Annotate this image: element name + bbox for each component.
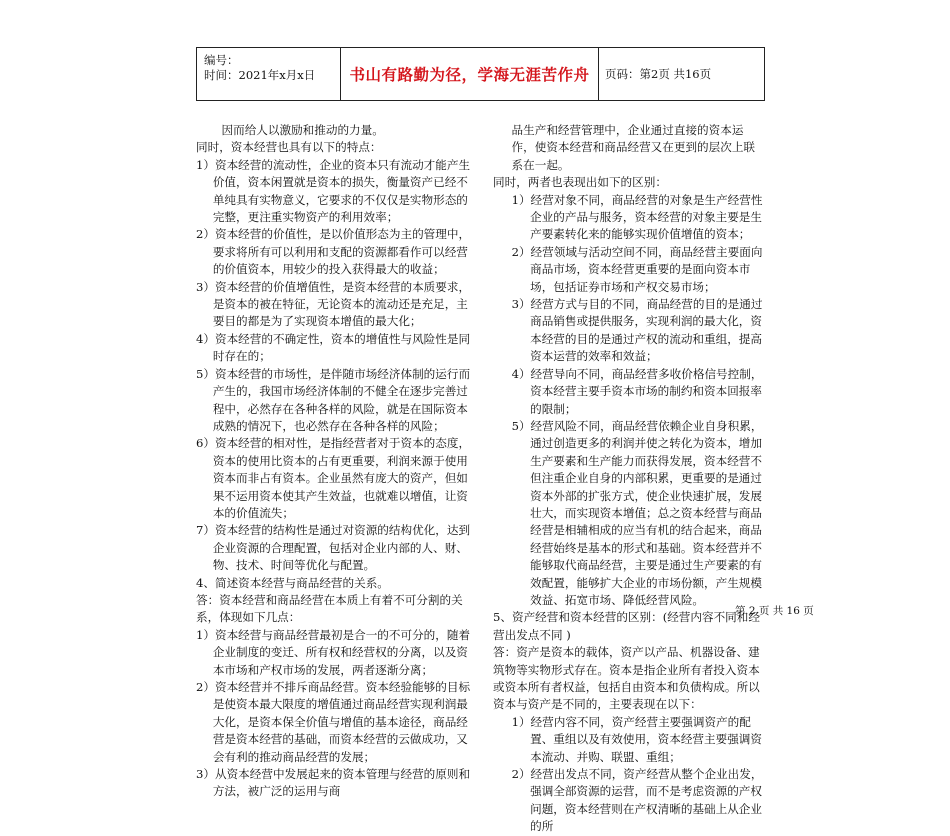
number-label: 编号： [204, 53, 239, 67]
motto: 书山有路勤为径，学海无涯苦作舟 [341, 48, 599, 100]
list-item: 6）资本经营的相对性，是指经营者对于资本的态度，资本的使用比资本的占有更重要，利润来源于使用资本而非占有资本。企业虽然有庞大的资产，但如果不运用资本使其产生效益，也就难以增值，让资本的价值流失； [196, 436, 471, 520]
list-item: 1）资本经营的流动性，企业的资本只有流动才能产生价值，资本闲置就是资本的损失，衡量资产已经不单纯具有实物意义，它要求的不仅仅是实物形态的完整，更注重实物资产的利用效率； [196, 157, 471, 225]
list-item: 4）资本经营的不确定性，资本的增值性与风险性是同时存在的； [196, 331, 471, 364]
left-column [196, 122, 474, 801]
list-item: 5）经营风险不同，商品经营依赖企业自身积累，通过创造更多的利润并使之转化为资本，增加生产要素和生产能力而获得发展，资本经营不但注重企业自身的内部积累，更重要的是通过资本外部的扩张方式，使企业快速扩展，发展壮大，而实现资本增值；总之资本经营与商品经营是相辅相成的应当有机的结合起来，商品经营始终是基本的形式和基础。资本经营并不能够取代商品经营，主要是通过生产要素的有效配置，能够扩大企业的市场份额，产生规模效益、拓宽市场、降低经营风险。 [511, 418, 763, 607]
paragraph: 同时，两者也表现出如下的区别： [493, 175, 667, 190]
list-item: 2）经营出发点不同，资产经营从整个企业出发，强调全部资源的运营，而不是考虑资源的产权问题，资本经营则在产权清晰的基础上从企业的所 [511, 767, 763, 834]
question-heading: 5、资产经营和资本经营的区别：(经营内容不同和经营出发点不同 ) [493, 610, 760, 642]
list-item: 2）资本经营的价值性，是以价值形态为主的管理中，要求将所有可以利用和支配的资源都看作可以经营的价值资本，用较少的投入获得最大的收益； [196, 227, 471, 277]
page-label: 页码：第2页 共16页 [605, 67, 712, 81]
answer-intro: 答：资产是资本的载体，资产以产品、机器设备、建筑物等实物形式存在。资本是指企业所有者投入资本或资本所有者权益，包括自由资本和负债构成。所以资本与资产是不同的，主要表现在以下： [493, 645, 760, 712]
list-item: 5）资本经营的市场性，是伴随市场经济体制的运行而产生的，我国市场经济体制的不健全在逐步完善过程中，必然存在各种各样的风险，就是在国际资本成熟的情况下，也必然存在各种各样的风险； [196, 366, 471, 433]
list-item: 3）从资本经营中发展起来的资本管理与经营的原则和方法，被广泛的运用与商 [196, 767, 471, 799]
list-item: 7）资本经营的结构性是通过对资源的结构优化，达到企业资源的合理配置，包括对企业内部的人、财、物、技术、时间等优化与配置。 [196, 523, 471, 573]
list-item: 2）经营领域与活动空间不同，商品经营主要面向商品市场，资本经营更重要的是面向资本市场，包括证券市场和产权交易市场； [511, 244, 763, 294]
list-item: 4）经营导向不同，商品经营多收价格信号控制，资本经营主要手资本市场的制约和资本回报率的限制； [511, 366, 763, 416]
list-item: 2）资本经营并不排斥商品经营。资本经验能够的目标是使资本最大限度的增值通过商品经营实现利润最大化，是资本保全价值与增值的基本途径，商品经营是资本经营的基础，而资本经营的云做成功，又会有利的推动商品经营的发展； [196, 680, 471, 764]
page-footer: 第 2 页 共 16 页 [735, 605, 814, 617]
list-item: 3）资本经营的价值增值性，是资本经营的本质要求，是资本的被在特征，无论资本的流动还是充足，主要目的都是为了实现资本增值的最大化； [196, 279, 471, 329]
time-label: 时间：2021年x月x日 [204, 68, 316, 82]
header-info-cell [197, 48, 341, 100]
page-header [196, 47, 765, 101]
right-column [493, 122, 765, 836]
list-item: 1）经营内容不同，资产经营主要强调资产的配置、重组以及有效使用，资本经营主要强调资本流动、并购、联盟、重组； [511, 714, 762, 764]
paragraph: 因而给人以激励和推动的力量。 [221, 123, 384, 137]
list-item: 3）经营方式与目的不同，商品经营的目的是通过商品销售或提供服务，实现利润的最大化，资本经营的目的是通过产权的流动和重组，提高资本运营的效率和效益； [511, 297, 763, 364]
question-heading: 4、简述资本经营与商品经营的关系。 [196, 575, 389, 590]
paragraph: 品生产和经营管理中，企业通过直接的资本运作，使资本经营和商品经营又在更到的层次上联系在一起。 [511, 123, 756, 172]
list-item: 1）经营对象不同，商品经营的对象是生产经营性企业的产品与服务，资本经营的对象主要是生产要素转化来的能够实现价值增值的资本； [511, 192, 763, 242]
list-item: 1）资本经营与商品经营最初是合一的不可分的，随着企业制度的变迁、所有权和经营权的分离，以及资本市场和产权市场的发展，两者逐渐分离； [196, 627, 471, 677]
answer-intro: 答：资本经营和商品经营在本质上有着不可分割的关系，体现如下几点： [196, 592, 463, 625]
paragraph: 同时，资本经营也具有以下的特点： [196, 140, 382, 155]
